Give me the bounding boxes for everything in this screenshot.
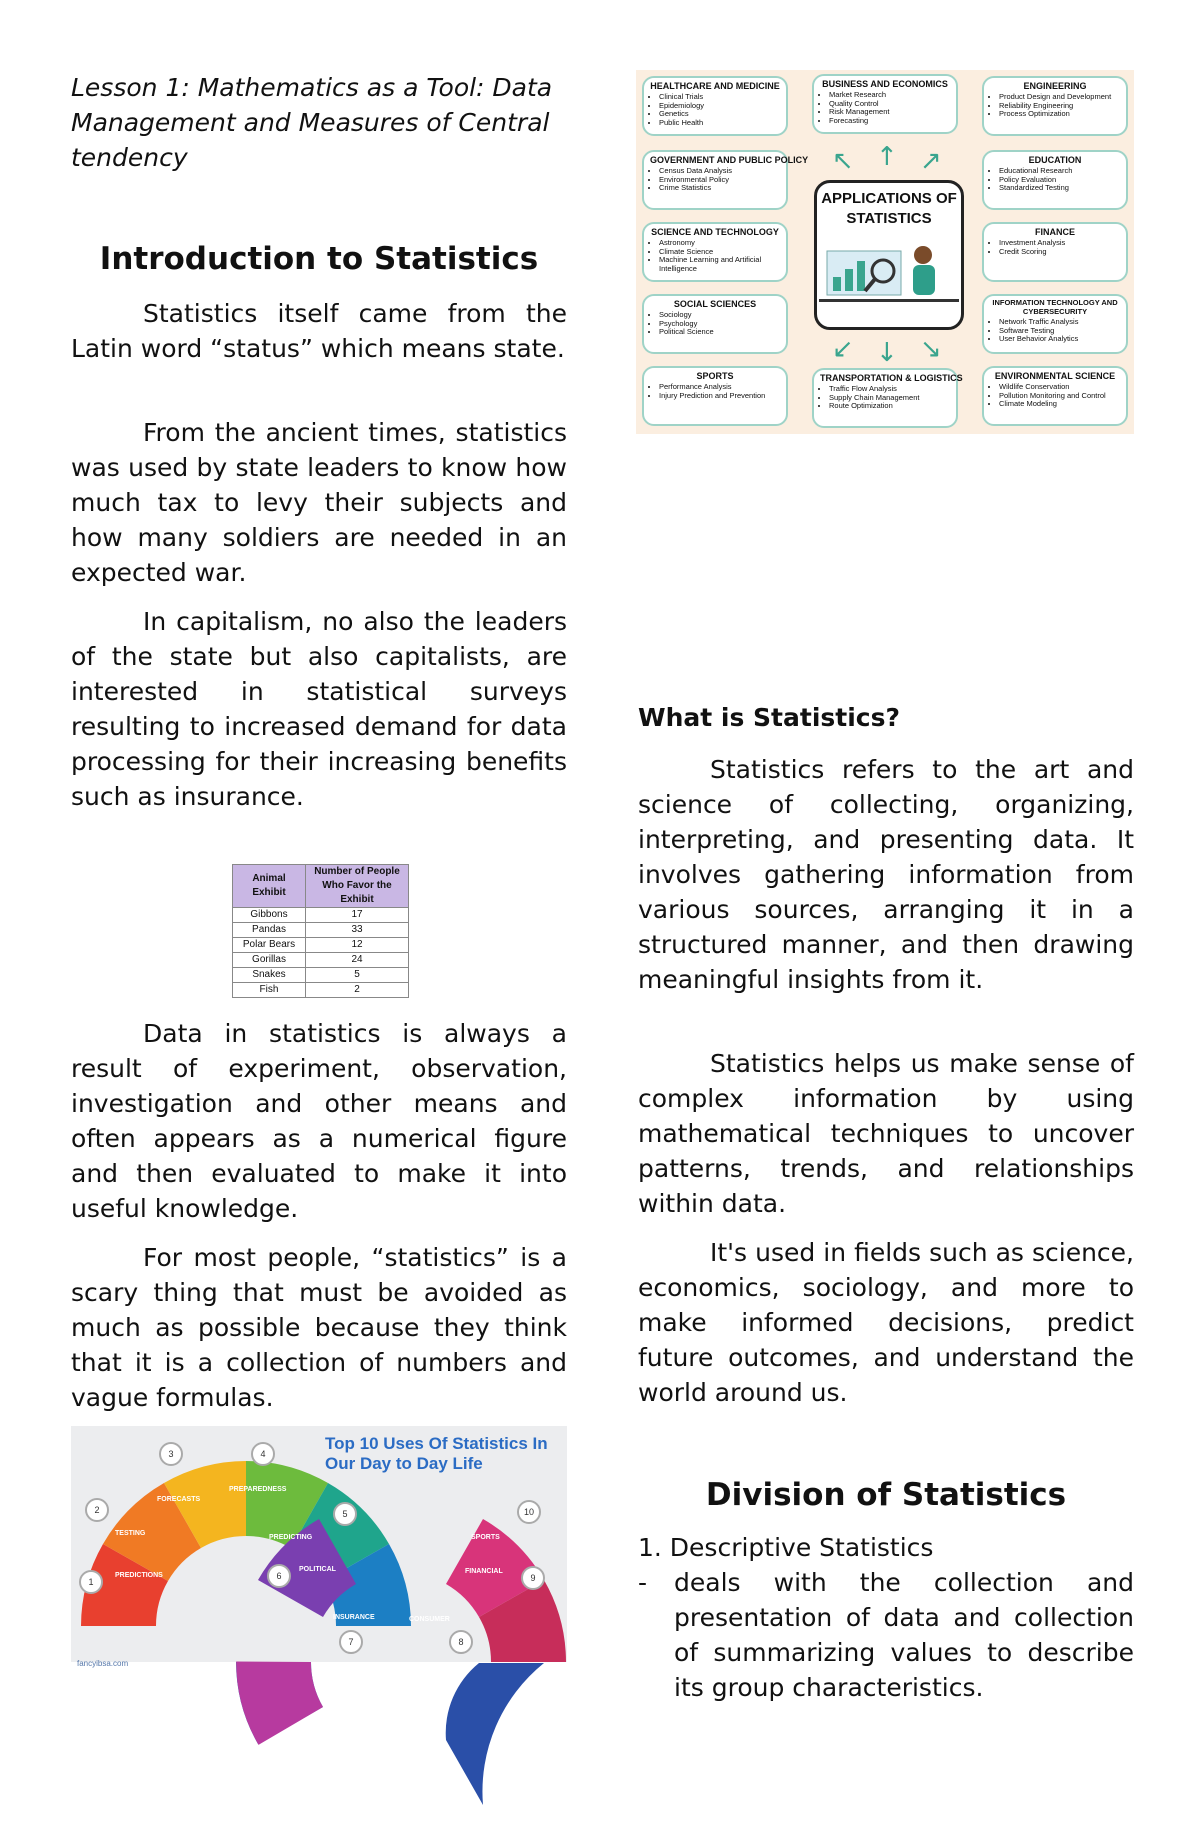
table-cell: Gibbons (233, 908, 306, 923)
segment-label: POLITICAL (299, 1566, 336, 1573)
card-item: • Standardized Testing (999, 184, 1120, 193)
what-is-statistics-heading: What is Statistics? (638, 703, 900, 732)
card-item: • Psychology (659, 320, 780, 329)
table-cell: Pandas (233, 923, 306, 938)
card-title: HEALTHCARE AND MEDICINE (650, 81, 780, 91)
segment-label: CONSUMER (409, 1616, 450, 1623)
card-title: GOVERNMENT AND PUBLIC POLICY (650, 155, 809, 165)
table-row (233, 938, 409, 953)
analyst-illustration-icon (819, 229, 959, 309)
card-item: • Clinical Trials (659, 93, 780, 102)
card-item: • Quality Control (829, 100, 950, 109)
card-item: • Investment Analysis (999, 239, 1120, 248)
card-item: • Pollution Monitoring and Control (999, 392, 1120, 401)
segment-label: FORECASTS (157, 1496, 201, 1503)
what-paragraph-2: Statistics helps us make sense of complex information by using mathematical techniques to uncover patterns, trends, and relationships within data. (638, 1049, 1134, 1218)
division-list (638, 1530, 1134, 1705)
card-item: • Astronomy (659, 239, 780, 248)
card-item: • Product Design and Development (999, 93, 1120, 102)
app-card-government (642, 150, 809, 210)
card-item: • Credit Scoring (999, 248, 1120, 257)
app-card-social-sciences (642, 294, 788, 354)
app-card-finance (982, 222, 1128, 282)
dash-bullet: - (638, 1568, 648, 1597)
card-item: • Climate Modeling (999, 400, 1120, 409)
table-row (233, 983, 409, 998)
card-item: • Educational Research (999, 167, 1120, 176)
segment-label: PREDICTING (269, 1534, 313, 1541)
intro-heading: Introduction to Statistics (99, 241, 539, 277)
applications-title: APPLICATIONS OF STATISTICS (821, 190, 957, 227)
table-cell: 2 (306, 983, 409, 998)
app-card-healthcare (642, 76, 788, 136)
number-badge: 8 (449, 1630, 473, 1654)
card-item: • Genetics (659, 110, 780, 119)
image-watermark: fancyibsa.com (77, 1659, 129, 1668)
what-paragraph-3: It's used in fields such as science, economics, sociology, and more to make informed decisions, predict future outcomes, and understand the world around us. (638, 1238, 1134, 1407)
card-item: • Injury Prediction and Prevention (659, 392, 780, 401)
card-item: • Political Science (659, 328, 780, 337)
card-title: BUSINESS AND ECONOMICS (822, 79, 948, 89)
segment-label: PREPAREDNESS (229, 1486, 287, 1493)
intro-paragraph-4: Data in statistics is always a result of experiment, observation, investigation and other means and often appears as a numerical figure and then evaluated to make it into useful knowledge. (71, 1019, 567, 1223)
arrow-icon: ↖ (832, 146, 854, 176)
number-badge: 1 (79, 1570, 103, 1594)
card-title: FINANCE (1035, 227, 1075, 237)
card-item: • Supply Chain Management (829, 394, 950, 403)
number-badge: 3 (159, 1442, 183, 1466)
table-cell: 5 (306, 968, 409, 983)
segment-label: PREDICTIONS (115, 1572, 163, 1579)
table-row (233, 953, 409, 968)
arrow-icon: ↓ (876, 338, 898, 368)
card-title: EDUCATION (1028, 155, 1082, 165)
intro-paragraph-1: Statistics itself came from the Latin word “status” which means state. (71, 299, 567, 363)
division-item-1-description (638, 1565, 1134, 1705)
card-item: • Epidemiology (659, 102, 780, 111)
card-item: • User Behavior Analytics (999, 335, 1120, 344)
card-item: • Environmental Policy (659, 176, 780, 185)
card-item: • Wildlife Conservation (999, 383, 1120, 392)
card-item: • Machine Learning and Artificial Intelligence (659, 256, 780, 273)
card-item: • Forecasting (829, 117, 950, 126)
table-cell: 33 (306, 923, 409, 938)
applications-of-statistics-infographic (636, 70, 1134, 434)
app-card-education (982, 150, 1128, 210)
table-cell: 24 (306, 953, 409, 968)
segment-label: TESTING (115, 1530, 146, 1537)
card-item: • Sociology (659, 311, 780, 320)
card-title: INFORMATION TECHNOLOGY AND CYBERSECURITY (992, 298, 1118, 316)
top-10-uses-image (71, 1426, 567, 1668)
card-item: • Market Research (829, 91, 950, 100)
app-card-business (812, 74, 958, 134)
segment-label: FINANCIAL (465, 1568, 503, 1575)
card-item: • Traffic Flow Analysis (829, 385, 950, 394)
what-paragraph-1: Statistics refers to the art and science of collecting, organizing, interpreting, and presenting data. It involves gathering information from various sources, arranging it in a structured manner, and then drawing meaningful insights from it. (638, 755, 1134, 994)
number-badge: 6 (267, 1564, 291, 1588)
card-item: • Performance Analysis (659, 383, 780, 392)
table-header-animal: Animal Exhibit (233, 865, 306, 908)
table-row (233, 908, 409, 923)
card-item: • Route Optimization (829, 402, 950, 411)
segment-label: SPORTS (471, 1534, 500, 1541)
segment-label: INSURANCE (333, 1614, 375, 1621)
card-item: • Crime Statistics (659, 184, 780, 193)
app-card-science-technology (642, 222, 788, 282)
card-title: SOCIAL SCIENCES (673, 299, 757, 309)
card-title: SCIENCE AND TECHNOLOGY (651, 227, 779, 237)
app-card-it-cybersecurity (982, 294, 1128, 354)
table-row (233, 923, 409, 938)
table-cell: 17 (306, 908, 409, 923)
uses-title: Top 10 Uses Of Statistics In Our Day to Day Life (325, 1434, 548, 1473)
intro-paragraph-2: From the ancient times, statistics was used by state leaders to know how much tax to levy their subjects and how many soldiers are needed in an expected war. (71, 418, 567, 587)
division-item-1-text: deals with the collection and presentation of data and collection of summarizing values to describe its group characteristics. (674, 1568, 1134, 1702)
table-cell: Gorillas (233, 953, 306, 968)
division-item-1: 1. Descriptive Statistics (638, 1533, 934, 1562)
table-header-count: Number of People Who Favor the Exhibit (306, 865, 409, 908)
card-item: • Climate Science (659, 248, 780, 257)
card-item: • Risk Management (829, 108, 950, 117)
number-badge: 5 (333, 1502, 357, 1526)
table-cell: Fish (233, 983, 306, 998)
card-item: • Public Health (659, 119, 780, 128)
intro-paragraph-3: In capitalism, no also the leaders of the state but also capitalists, are interested in statistical surveys resulting to increased demand for data processing for their increasing benefits such as insurance. (71, 607, 567, 811)
app-card-transportation (812, 368, 963, 428)
number-badge: 9 (521, 1566, 545, 1590)
arrow-icon: ↙ (832, 334, 854, 364)
card-item: • Policy Evaluation (999, 176, 1120, 185)
card-item: • Software Testing (999, 327, 1120, 336)
arrow-icon: ↗ (920, 146, 942, 176)
number-badge: 7 (339, 1630, 363, 1654)
card-item: • Reliability Engineering (999, 102, 1120, 111)
card-item: • Network Traffic Analysis (999, 318, 1120, 327)
table-row (233, 968, 409, 983)
applications-center-card (814, 180, 964, 330)
card-item: • Census Data Analysis (659, 167, 780, 176)
table-cell: Polar Bears (233, 938, 306, 953)
app-card-engineering (982, 76, 1128, 136)
division-heading: Division of Statistics (705, 1477, 1067, 1513)
card-title: SPORTS (696, 371, 734, 381)
table-cell: 12 (306, 938, 409, 953)
card-title: TRANSPORTATION & LOGISTICS (820, 373, 963, 383)
animal-exhibit-table (232, 864, 409, 998)
card-item: • Process Optimization (999, 110, 1120, 119)
card-title: ENGINEERING (1023, 81, 1087, 91)
arrow-icon: ↘ (920, 334, 942, 364)
arrow-icon: ↑ (876, 142, 898, 172)
card-title: ENVIRONMENTAL SCIENCE (994, 371, 1116, 381)
intro-paragraph-5: For most people, “statistics” is a scary thing that must be avoided as much as possible because they think that it is a collection of numbers and vague formulas. (71, 1243, 567, 1412)
app-card-sports (642, 366, 788, 426)
lesson-title: Lesson 1: Mathematics as a Tool: Data Management and Measures of Central tendency (71, 73, 553, 172)
number-badge: 10 (517, 1500, 541, 1524)
table-cell: Snakes (233, 968, 306, 983)
number-badge: 2 (85, 1498, 109, 1522)
number-badge: 4 (251, 1442, 275, 1466)
app-card-environmental (982, 366, 1128, 426)
